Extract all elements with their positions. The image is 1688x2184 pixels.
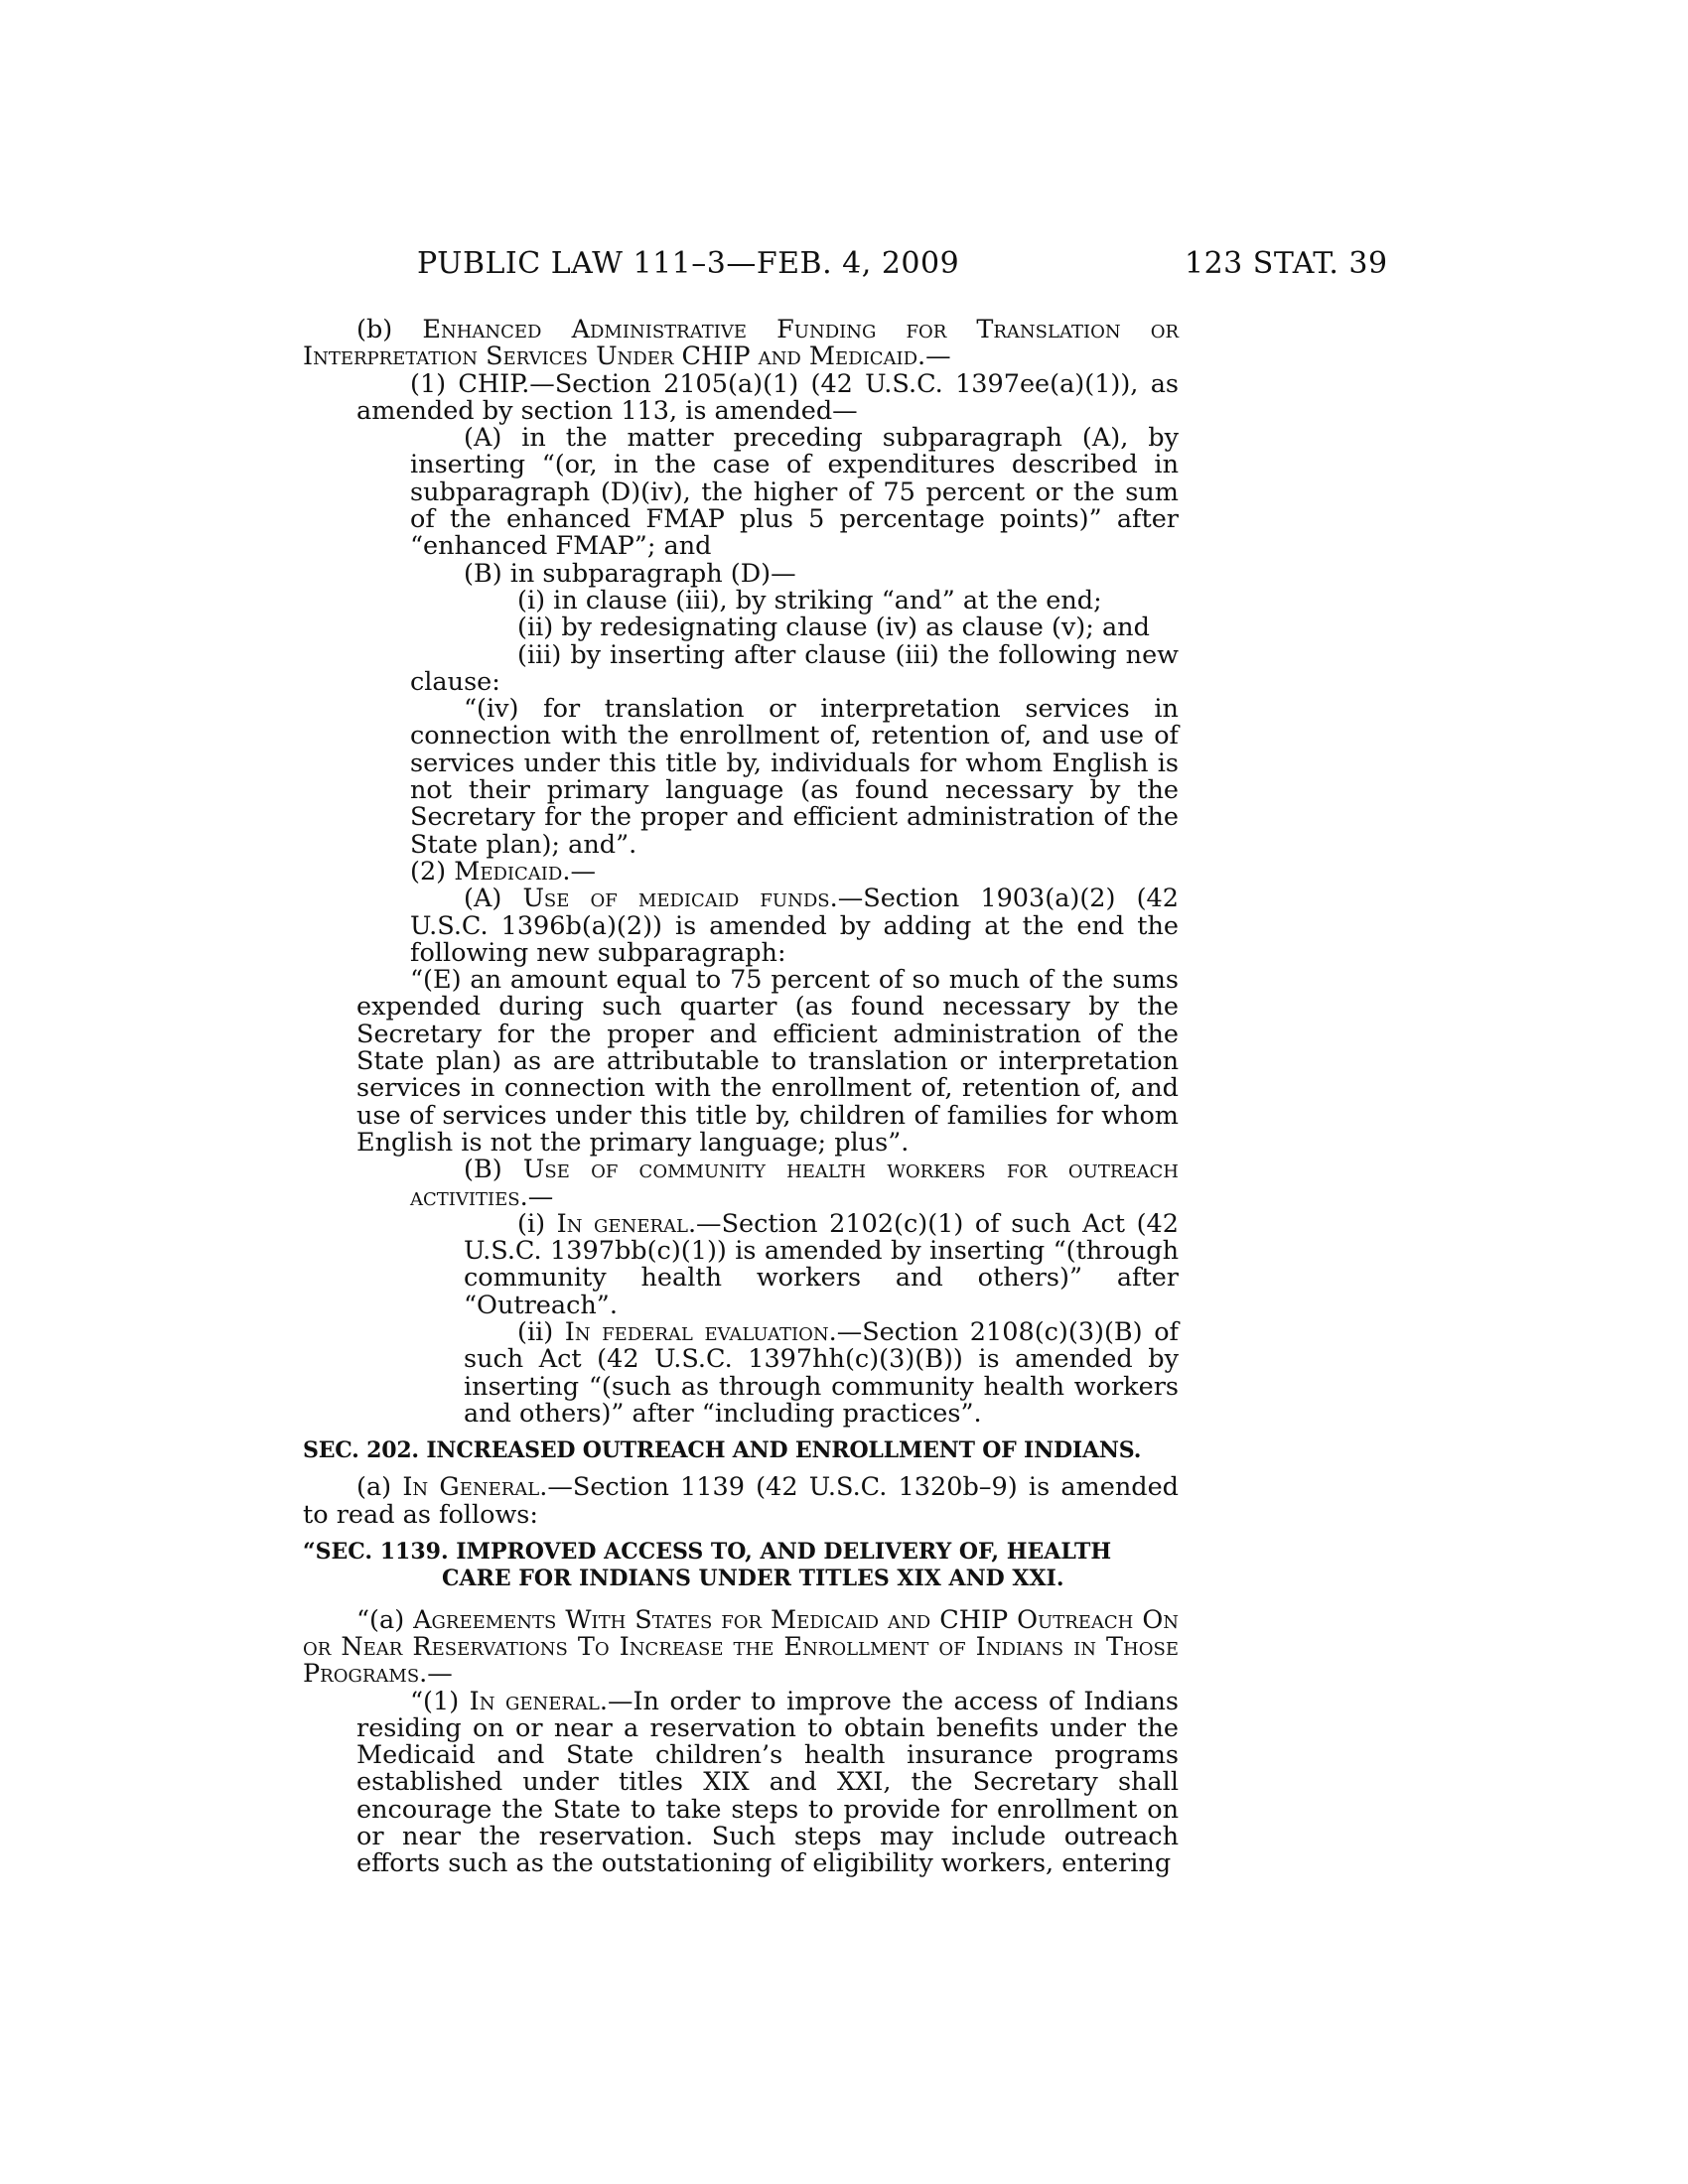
quoted-subsection-a [303, 1604, 1179, 1690]
running-header [0, 246, 1688, 286]
paragraph-1-chip [303, 368, 1179, 426]
subparagraph-2a-lead: (A) [464, 884, 523, 914]
paragraph-2-lead: (2) [410, 856, 455, 887]
quoted-clause-iv: “(iv) for translation or interpretation services in connection with the enrollment of, retention of, and use of services under this title by, individuals for whom English is not their primary language (as found necessary by the Secretary for the proper and efficient administration of the State plan); and”. [410, 694, 1179, 860]
statute-text [303, 317, 1179, 1878]
subsection-a-text: Section 1139 (42 U.S.C. 1320b–9) is amended to read as follows: [303, 1472, 1179, 1530]
subsection-a [303, 1474, 1179, 1529]
paragraph-2-medicaid [303, 856, 1179, 887]
subsection-b-heading: Enhanced Administrative Funding for Translation or Interpretation Services Under CHIP and Medicaid.— [303, 315, 1180, 372]
subparagraph-2a [303, 886, 1179, 967]
clause-2b-i-lead: (i) [517, 1208, 557, 1239]
clause-2b-i-heading: In general.— [556, 1208, 722, 1239]
clause-2b-i [303, 1208, 1179, 1320]
page-number: 123 STAT. 39 [1185, 246, 1388, 281]
subparagraph-b: (B) in subparagraph (D)— [464, 558, 796, 589]
clause-i: (i) in clause (iii), by striking “and” at the end; [517, 585, 1102, 615]
paragraph-1-lead: (1) CHIP.— [410, 368, 555, 399]
subparagraph-2b-heading: Use of community health workers for outreach activities.— [410, 1155, 1179, 1212]
clause-ii: (ii) by redesignating clause (iv) as clause (v); and [517, 613, 1150, 643]
clause-2b-ii-heading: In federal evaluation.— [564, 1316, 863, 1347]
paragraph-2-heading: Medicaid.— [454, 856, 596, 887]
subparagraph-2b-lead: (B) [464, 1155, 523, 1185]
clause-2b-ii [303, 1316, 1179, 1429]
quoted-paragraph-1-heading: In general.— [469, 1686, 633, 1716]
clause-iii: (iii) by inserting after clause (iii) the following new clause: [410, 639, 1179, 697]
subparagraph-2a-text: Section 1903(a)(2) (42 U.S.C. 1396b(a)(2)) is amended by adding at the end the following new subparagraph: [410, 884, 1179, 968]
quoted-subsection-a-heading: Agreements With States for Medicaid and CHIP Outreach On or Near Reservations To Increase the Enrollment of Indians in Those Programs.— [303, 1604, 1179, 1690]
running-title: PUBLIC LAW 111–3—FEB. 4, 2009 [417, 246, 960, 281]
subsection-b [303, 317, 1179, 371]
quoted-paragraph-1-lead: “(1) [410, 1686, 470, 1716]
quoted-subsection-a-lead: “(a) [356, 1604, 414, 1635]
subsection-a-lead: (a) [356, 1472, 403, 1503]
quoted-subparagraph-e: “(E) an amount equal to 75 percent of so much of the sums expended during such quarter (as found necessary by the Secretary for the proper and efficient administration of the State plan) as are attributable to translation or interpretation services in connection with the enrollment of, retention of, and use of services under this title by, children of families for whom English is not the primary language; plus”. [356, 965, 1179, 1158]
subparagraph-2b [303, 1157, 1179, 1211]
clause-2b-i-text: Section 2102(c)(1) of such Act (42 U.S.C. 1397bb(c)(1)) is amended by inserting “(through community health workers and others)” after “Outreach”. [464, 1208, 1179, 1320]
quoted-paragraph-1-text: In order to improve the access of Indians residing on or near a reservation to obtain benefits under the Medicaid and State children’s health insurance programs established under titles XIX and XXI, the Secretary shall encourage the State to take steps to provide for enrollment on or near the reservation. Such steps may include outreach efforts such as the outstationing of eligibility workers, entering [356, 1686, 1180, 1879]
section-1139-heading: “SEC. 1139. IMPROVED ACCESS TO, AND DELIVERY OF, HEALTH CARE FOR INDIANS UNDER TITLES XIX AND XXI. [303, 1539, 1112, 1592]
clause-2b-ii-lead: (ii) [517, 1316, 565, 1347]
clause-2b-ii-text: Section 2108(c)(3)(B) of such Act (42 U.S.C. 1397hh(c)(3)(B)) is amended by inserting “(such as through community health workers and others)” after “including practices”. [464, 1316, 1179, 1429]
section-202-heading: SEC. 202. INCREASED OUTREACH AND ENROLLMENT OF INDIANS. [303, 1437, 1142, 1464]
quoted-paragraph-1 [303, 1686, 1180, 1879]
subsection-a-heading: In General.— [402, 1472, 573, 1503]
subparagraph-a: (A) in the matter preceding subparagraph (A), by inserting “(or, in the case of expenditures described in subparagraph (D)(iv), the higher of 75 percent or the sum of the enhanced FMAP plus 5 percentage points)” after “enhanced FMAP”; and [410, 423, 1179, 562]
paragraph-1-text: Section 2105(a)(1) (42 U.S.C. 1397ee(a)(1)), as amended by section 113, is amended— [356, 368, 1179, 426]
subparagraph-2a-heading: Use of medicaid funds.— [522, 884, 864, 914]
subsection-b-lead: (b) [356, 315, 423, 344]
